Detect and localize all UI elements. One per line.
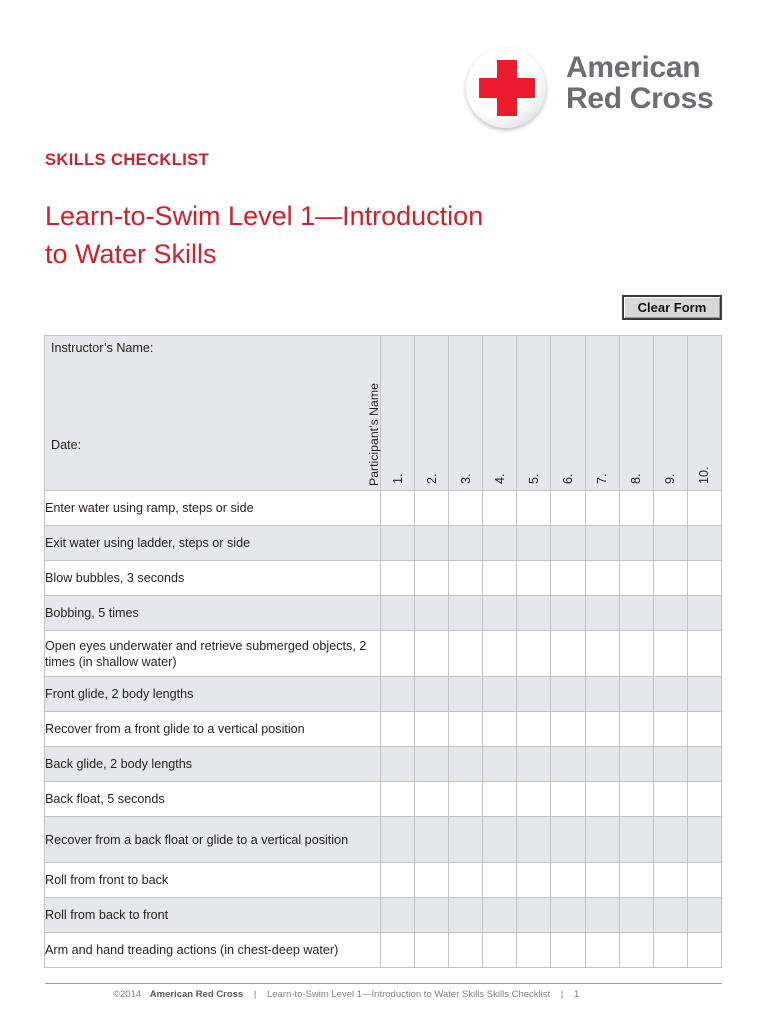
- check-cell-participant-1[interactable]: [381, 491, 415, 526]
- skills-checklist-kicker: SKILLS CHECKLIST: [45, 151, 210, 169]
- check-cell-participant-8[interactable]: [619, 747, 653, 782]
- column-header-participant-2: [415, 336, 449, 491]
- check-cell-participant-5[interactable]: [517, 782, 551, 817]
- check-cell-participant-2[interactable]: [415, 561, 449, 596]
- check-cell-participant-4[interactable]: [483, 747, 517, 782]
- check-cell-participant-7[interactable]: [585, 817, 619, 863]
- check-cell-participant-7[interactable]: [585, 491, 619, 526]
- check-cell-participant-3[interactable]: [449, 817, 483, 863]
- check-cell-participant-9[interactable]: [653, 491, 687, 526]
- check-cell-participant-3[interactable]: [449, 631, 483, 677]
- check-cell-participant-3[interactable]: [449, 491, 483, 526]
- check-cell-participant-8[interactable]: [619, 898, 653, 933]
- check-cell-participant-1[interactable]: [381, 782, 415, 817]
- check-cell-participant-6[interactable]: [551, 631, 585, 677]
- check-cell-participant-7[interactable]: [585, 898, 619, 933]
- check-cell-participant-1[interactable]: [381, 631, 415, 677]
- check-cell-participant-5[interactable]: [517, 491, 551, 526]
- check-cell-participant-9[interactable]: [653, 526, 687, 561]
- check-cell-participant-7[interactable]: [585, 712, 619, 747]
- check-cell-participant-6[interactable]: [551, 491, 585, 526]
- check-cell-participant-10[interactable]: [687, 863, 721, 898]
- check-cell-participant-1[interactable]: [381, 817, 415, 863]
- column-header-participant-10: [687, 336, 721, 491]
- column-number-label: 7.: [595, 473, 610, 484]
- check-cell-participant-5[interactable]: [517, 631, 551, 677]
- check-cell-participant-6[interactable]: [551, 561, 585, 596]
- check-cell-participant-10[interactable]: [687, 491, 721, 526]
- check-cell-participant-4[interactable]: [483, 817, 517, 863]
- page-footer: [113, 989, 579, 1000]
- skill-label: Recover from a back float or glide to a vertical position: [45, 817, 381, 863]
- check-cell-participant-2[interactable]: [415, 898, 449, 933]
- check-cell-participant-4[interactable]: [483, 677, 517, 712]
- check-cell-participant-6[interactable]: [551, 898, 585, 933]
- check-cell-participant-10[interactable]: [687, 596, 721, 631]
- check-cell-participant-3[interactable]: [449, 933, 483, 968]
- check-cell-participant-8[interactable]: [619, 677, 653, 712]
- check-cell-participant-10[interactable]: [687, 933, 721, 968]
- check-cell-participant-1[interactable]: [381, 712, 415, 747]
- footer-brand: American Red Cross: [149, 989, 244, 1000]
- check-cell-participant-6[interactable]: [551, 677, 585, 712]
- column-header-participant-9: [653, 336, 687, 491]
- check-cell-participant-7[interactable]: [585, 747, 619, 782]
- check-cell-participant-9[interactable]: [653, 782, 687, 817]
- page-title: [45, 197, 483, 273]
- check-cell-participant-5[interactable]: [517, 561, 551, 596]
- check-cell-participant-4[interactable]: [483, 898, 517, 933]
- check-cell-participant-10[interactable]: [687, 712, 721, 747]
- logo-line-2: Red Cross: [566, 82, 714, 115]
- column-number-label: 3.: [458, 473, 473, 484]
- column-number-label: 8.: [629, 473, 644, 484]
- skill-row: [45, 491, 722, 526]
- check-cell-participant-4[interactable]: [483, 596, 517, 631]
- skill-row: [45, 631, 722, 677]
- column-number-label: 5.: [526, 473, 541, 484]
- red-cross-emblem-icon: [466, 48, 546, 128]
- check-cell-participant-7[interactable]: [585, 863, 619, 898]
- check-cell-participant-4[interactable]: [483, 526, 517, 561]
- skill-label: Exit water using ladder, steps or side: [45, 526, 381, 561]
- skill-row: [45, 526, 722, 561]
- column-number-label: 6.: [561, 473, 576, 484]
- check-cell-participant-4[interactable]: [483, 491, 517, 526]
- skill-row: [45, 933, 722, 968]
- check-cell-participant-3[interactable]: [449, 782, 483, 817]
- skill-label: Recover from a front glide to a vertical position: [45, 712, 381, 747]
- check-cell-participant-7[interactable]: [585, 677, 619, 712]
- skill-label: Arm and hand treading actions (in chest-deep water): [45, 933, 381, 968]
- check-cell-participant-9[interactable]: [653, 933, 687, 968]
- skill-label: Back glide, 2 body lengths: [45, 747, 381, 782]
- check-cell-participant-8[interactable]: [619, 561, 653, 596]
- column-header-participant-1: [381, 336, 415, 491]
- skill-label: Roll from front to back: [45, 863, 381, 898]
- footer-page-number: 1: [573, 989, 580, 1000]
- check-cell-participant-1[interactable]: [381, 561, 415, 596]
- column-header-participant-6: [551, 336, 585, 491]
- skill-row: [45, 817, 722, 863]
- title-line-1: Learn-to-Swim Level 1—Introduction: [45, 201, 484, 231]
- check-cell-participant-8[interactable]: [619, 596, 653, 631]
- check-cell-participant-4[interactable]: [483, 712, 517, 747]
- check-cell-participant-8[interactable]: [619, 526, 653, 561]
- footer-copyright: ©2014: [113, 989, 142, 1000]
- check-cell-participant-5[interactable]: [517, 677, 551, 712]
- column-header-participant-8: [619, 336, 653, 491]
- check-cell-participant-10[interactable]: [687, 677, 721, 712]
- check-cell-participant-3[interactable]: [449, 863, 483, 898]
- column-number-label: 2.: [424, 473, 439, 484]
- check-cell-participant-7[interactable]: [585, 526, 619, 561]
- column-header-participant-3: [449, 336, 483, 491]
- skill-row: [45, 677, 722, 712]
- check-cell-participant-1[interactable]: [381, 747, 415, 782]
- check-cell-participant-4[interactable]: [483, 782, 517, 817]
- check-cell-participant-4[interactable]: [483, 933, 517, 968]
- american-red-cross-logo: [466, 48, 726, 132]
- check-cell-participant-7[interactable]: [585, 596, 619, 631]
- check-cell-participant-10[interactable]: [687, 561, 721, 596]
- check-cell-participant-1[interactable]: [381, 933, 415, 968]
- skill-row: [45, 596, 722, 631]
- check-cell-participant-8[interactable]: [619, 933, 653, 968]
- check-cell-participant-6[interactable]: [551, 817, 585, 863]
- footer-divider: [45, 983, 722, 984]
- column-header-participant-4: [483, 336, 517, 491]
- check-cell-participant-9[interactable]: [653, 863, 687, 898]
- check-cell-participant-2[interactable]: [415, 817, 449, 863]
- check-cell-participant-2[interactable]: [415, 677, 449, 712]
- check-cell-participant-1[interactable]: [381, 596, 415, 631]
- column-header-participant-7: [585, 336, 619, 491]
- check-cell-participant-8[interactable]: [619, 491, 653, 526]
- check-cell-participant-1[interactable]: [381, 677, 415, 712]
- check-cell-participant-7[interactable]: [585, 933, 619, 968]
- skill-row: [45, 782, 722, 817]
- check-cell-participant-8[interactable]: [619, 817, 653, 863]
- title-line-2: to Water Skills: [45, 239, 217, 269]
- check-cell-participant-5[interactable]: [517, 863, 551, 898]
- check-cell-participant-5[interactable]: [517, 817, 551, 863]
- column-number-label: 9.: [663, 473, 678, 484]
- check-cell-participant-3[interactable]: [449, 747, 483, 782]
- check-cell-participant-4[interactable]: [483, 631, 517, 677]
- check-cell-participant-1[interactable]: [381, 898, 415, 933]
- check-cell-participant-2[interactable]: [415, 933, 449, 968]
- check-cell-participant-2[interactable]: [415, 863, 449, 898]
- check-cell-participant-1[interactable]: [381, 863, 415, 898]
- check-cell-participant-10[interactable]: [687, 898, 721, 933]
- check-cell-participant-6[interactable]: [551, 782, 585, 817]
- check-cell-participant-6[interactable]: [551, 526, 585, 561]
- skill-row: [45, 712, 722, 747]
- check-cell-participant-4[interactable]: [483, 863, 517, 898]
- instructor-name-label: Instructor’s Name:: [51, 341, 154, 355]
- skill-label: Front glide, 2 body lengths: [45, 677, 381, 712]
- check-cell-participant-1[interactable]: [381, 526, 415, 561]
- participant-name-label: Participant’s Name: [367, 383, 381, 486]
- skill-row: [45, 863, 722, 898]
- check-cell-participant-9[interactable]: [653, 631, 687, 677]
- check-cell-participant-10[interactable]: [687, 526, 721, 561]
- check-cell-participant-6[interactable]: [551, 933, 585, 968]
- check-cell-participant-9[interactable]: [653, 898, 687, 933]
- column-number-label: 4.: [492, 473, 507, 484]
- clear-form-button[interactable]: Clear Form: [622, 295, 722, 320]
- check-cell-participant-3[interactable]: [449, 526, 483, 561]
- check-cell-participant-4[interactable]: [483, 561, 517, 596]
- column-header-participant-5: [517, 336, 551, 491]
- check-cell-participant-7[interactable]: [585, 631, 619, 677]
- check-cell-participant-10[interactable]: [687, 747, 721, 782]
- check-cell-participant-2[interactable]: [415, 526, 449, 561]
- check-cell-participant-8[interactable]: [619, 782, 653, 817]
- column-number-label: 1.: [390, 473, 405, 484]
- check-cell-participant-5[interactable]: [517, 526, 551, 561]
- header-info-cell: [45, 336, 381, 491]
- check-cell-participant-10[interactable]: [687, 631, 721, 677]
- logo-line-1: American: [566, 51, 701, 84]
- check-cell-participant-5[interactable]: [517, 712, 551, 747]
- check-cell-participant-9[interactable]: [653, 677, 687, 712]
- skill-row: [45, 561, 722, 596]
- check-cell-participant-3[interactable]: [449, 677, 483, 712]
- check-cell-participant-2[interactable]: [415, 631, 449, 677]
- skill-label: Blow bubbles, 3 seconds: [45, 561, 381, 596]
- check-cell-participant-10[interactable]: [687, 817, 721, 863]
- check-cell-participant-6[interactable]: [551, 596, 585, 631]
- footer-separator-2: |: [560, 989, 564, 1000]
- check-cell-participant-6[interactable]: [551, 747, 585, 782]
- check-cell-participant-7[interactable]: [585, 782, 619, 817]
- check-cell-participant-7[interactable]: [585, 561, 619, 596]
- check-cell-participant-8[interactable]: [619, 712, 653, 747]
- column-number-label: 10.: [697, 466, 712, 484]
- skill-row: [45, 898, 722, 933]
- check-cell-participant-8[interactable]: [619, 863, 653, 898]
- skills-checklist-table: [44, 335, 722, 968]
- check-cell-participant-9[interactable]: [653, 817, 687, 863]
- check-cell-participant-3[interactable]: [449, 898, 483, 933]
- footer-doc-title: Learn-to-Swim Level 1—Introduction to Water Skills Skills Checklist: [266, 989, 551, 1000]
- check-cell-participant-3[interactable]: [449, 596, 483, 631]
- check-cell-participant-8[interactable]: [619, 631, 653, 677]
- check-cell-participant-6[interactable]: [551, 863, 585, 898]
- check-cell-participant-6[interactable]: [551, 712, 585, 747]
- check-cell-participant-2[interactable]: [415, 782, 449, 817]
- check-cell-participant-5[interactable]: [517, 898, 551, 933]
- check-cell-participant-2[interactable]: [415, 596, 449, 631]
- footer-separator-1: |: [253, 989, 257, 1000]
- check-cell-participant-2[interactable]: [415, 712, 449, 747]
- check-cell-participant-9[interactable]: [653, 712, 687, 747]
- check-cell-participant-9[interactable]: [653, 596, 687, 631]
- skill-label: Open eyes underwater and retrieve submerged objects, 2 times (in shallow water): [45, 631, 381, 677]
- check-cell-participant-9[interactable]: [653, 747, 687, 782]
- check-cell-participant-2[interactable]: [415, 491, 449, 526]
- check-cell-participant-9[interactable]: [653, 561, 687, 596]
- date-label: Date:: [51, 438, 82, 452]
- check-cell-participant-5[interactable]: [517, 747, 551, 782]
- check-cell-participant-2[interactable]: [415, 747, 449, 782]
- logo-wordmark: [566, 52, 713, 114]
- skill-label: Enter water using ramp, steps or side: [45, 491, 381, 526]
- skill-label: Bobbing, 5 times: [45, 596, 381, 631]
- check-cell-participant-10[interactable]: [687, 782, 721, 817]
- skill-label: Roll from back to front: [45, 898, 381, 933]
- table-header-row: [45, 336, 722, 491]
- check-cell-participant-3[interactable]: [449, 561, 483, 596]
- check-cell-participant-5[interactable]: [517, 596, 551, 631]
- check-cell-participant-3[interactable]: [449, 712, 483, 747]
- skill-row: [45, 747, 722, 782]
- check-cell-participant-5[interactable]: [517, 933, 551, 968]
- skill-label: Back float, 5 seconds: [45, 782, 381, 817]
